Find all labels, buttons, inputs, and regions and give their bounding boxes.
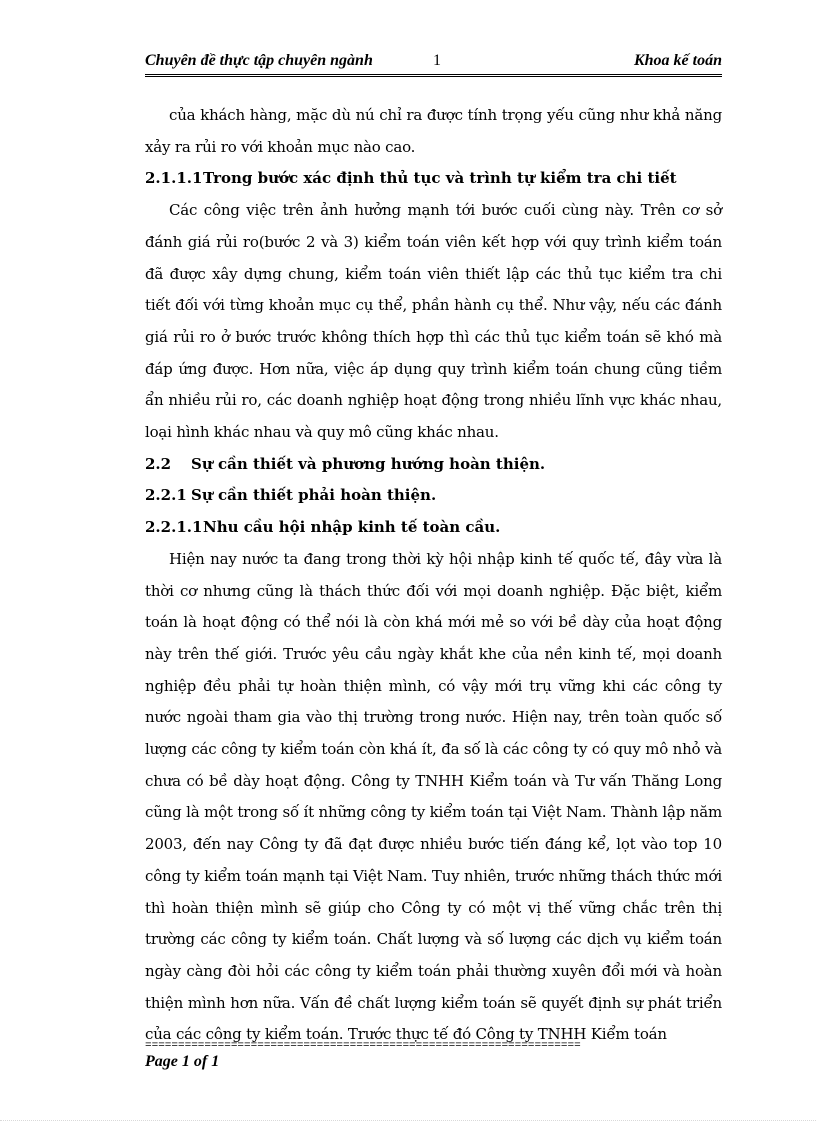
section-title: Trong bước xác định thủ tục và trình tự kiểm tra chi tiết bbox=[203, 169, 677, 188]
section-number: 2.1.1.1 bbox=[145, 169, 203, 188]
paragraph: Hiện nay nước ta đang trong thời kỳ hội nhập kinh tế quốc tế, đây vừa là thời cơ nhưng cũng là thách thức đối với mọi doanh nghiệp. Đặc biệt, kiểm toán là hoạt động có thể nói là còn khá mới mẻ so với bề dày của hoạt động này trên thế giới. Trước yêu cầu ngày khắt khe của nền kinh tế, mọi doanh nghiệp đều phải tự hoàn thiện mình, có vậy mới trụ vững khi các công ty nước ngoài tham gia vào thị trường trong nước. Hiện nay, trên toàn quốc số lượng các công ty kiểm toán còn khá ít, đa số là các công ty có quy mô nhỏ và chưa có bề dày hoạt động. Công ty TNHH Kiểm toán và Tư vấn Thăng Long cũng là một trong số ít những công ty kiểm toán tại Việt Nam. Thành lập năm 2003, đến nay Công ty đã đạt được nhiều bước tiến đáng kể, lọt vào top 10 công ty kiểm toán mạnh tại Việt Nam. Tuy nhiên, trước những thách thức mới thì hoàn thiện mình sẽ giúp cho Công ty có một vị thế vững chắc trên thị trường các công ty kiểm toán. Chất lượng và số lượng các dịch vụ kiểm toán ngày càng đòi hỏi các công ty kiểm toán phải thường xuyên đổi mới và hoàn thiện mình hơn nữa. Vấn đề chất lượng kiểm toán sẽ quyết định sự phát triển của các công ty kiểm toán. Trước thực tế đó Công ty TNHH Kiểm toán bbox=[145, 549, 722, 1044]
section-heading bbox=[145, 512, 722, 544]
footer-rule: ================================================================== bbox=[145, 1040, 581, 1052]
section-title: Nhu cầu hội nhập kinh tế toàn cầu. bbox=[203, 518, 501, 537]
section-number: 2.2 bbox=[145, 454, 172, 473]
header-rule bbox=[145, 74, 722, 77]
header-page-number: 1 bbox=[433, 52, 441, 69]
section-number: 2.2.1 bbox=[145, 486, 187, 505]
header-department: Khoa kế toán bbox=[633, 52, 722, 69]
section-heading bbox=[145, 163, 722, 195]
section-number: 2.2.1.1 bbox=[145, 518, 203, 537]
section-heading bbox=[145, 480, 722, 512]
footer-page-label: Page 1 of 1 bbox=[145, 1053, 220, 1070]
header-title: Chuyên đề thực tập chuyên ngành bbox=[145, 52, 373, 69]
section-title: Sự cần thiết và phương hướng hoàn thiện. bbox=[191, 454, 546, 473]
paragraph: của khách hàng, mặc dù nú chỉ ra được tính trọng yếu cũng như khả năng xảy ra rủi ro với khoản mục nào cao. bbox=[145, 106, 722, 156]
section-heading bbox=[145, 449, 722, 481]
document-body bbox=[145, 100, 722, 1051]
page-bottom-border bbox=[0, 1120, 816, 1121]
page-header bbox=[145, 52, 722, 74]
section-title: Sự cần thiết phải hoàn thiện. bbox=[191, 486, 437, 505]
paragraph: Các công việc trên ảnh hưởng mạnh tới bước cuối cùng này. Trên cơ sở đánh giá rủi ro(bước 2 và 3) kiểm toán viên kết hợp với quy trình kiểm toán đã được xây dựng chung, kiểm toán viên thiết lập các thủ tục kiểm tra chi tiết đối với từng khoản mục cụ thể, phần hành cụ thể. Như vậy, nếu các đánh giá rủi ro ở bước trước không thích hợp thì các thủ tục kiểm toán sẽ khó mà đáp ứng được. Hơn nữa, việc áp dụng quy trình kiểm toán chung cũng tiềm ẩn nhiều rủi ro, các doanh nghiệp hoạt động trong nhiều lĩnh vực khác nhau, loại hình khác nhau và quy mô cũng khác nhau. bbox=[145, 201, 722, 442]
